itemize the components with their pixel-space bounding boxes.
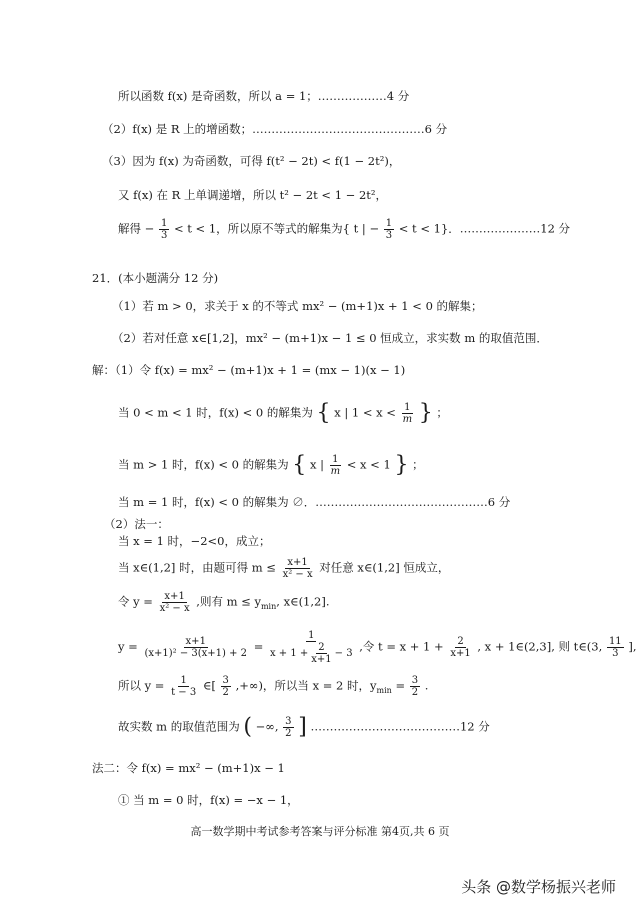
text: , x∈(1,2]. [276,594,330,609]
text: ∈[ [202,678,216,693]
solution-part1-factor [92,362,405,378]
text: 又 f(x) 在 R 上单调递增，所以 t² − 2t < 1 − 2t²， [118,188,388,202]
method-two-heading [92,760,285,776]
fraction-one-over-m [401,402,414,425]
item-number: （2） [102,122,133,136]
text: ① 当 m = 0 时，f(x) = −x − 1， [118,793,299,807]
text: 解得 − [118,221,155,236]
denominator: 2 [285,728,292,739]
text: y = [118,639,138,654]
line-monotone [118,187,387,203]
denominator [268,642,355,665]
text: ], [628,639,637,654]
text: −∞, [255,719,279,734]
denominator: 3 [385,230,393,241]
numerator: 3 [285,716,292,727]
fraction-three-halves [283,716,293,739]
denominator: (x+1)² − 3(x+1) + 2 [144,648,248,659]
numerator: 3 [222,675,229,686]
text: 所以函数 f(x) 是奇函数，所以 a = 1；………………4 分 [118,89,410,103]
text: 故实数 m 的取值范围为 [118,719,240,734]
text: 令 y = [118,594,153,609]
denominator-post: − 3 [334,648,353,659]
text: ,+∞)，所以当 x = 2 时，y [235,678,377,693]
text: < t < 1，所以原不等式的解集为{ t | − [173,221,380,236]
numerator: 2 [318,642,325,653]
watermark: 头条 @数学杨振兴老师 [461,878,616,896]
line-part3-odd [102,153,400,169]
text: 当 m > 1 时，f(x) < 0 的解集为 [118,457,289,472]
case-m-less-than-one [118,402,448,425]
text: , x + 1∈(2,3], 则 t∈(3, [477,639,603,654]
numerator: 1 [332,454,339,465]
m-range-conclusion [118,716,490,739]
text: ； [412,457,424,472]
text: …………………………………12 分 [310,719,490,734]
text: 解：（1）令 f(x) = mx² − (m+1)x + 1 = (mx − 1)(x − 1) [92,363,406,377]
numerator: 1 [160,218,168,229]
text: 当 m = 1 时，f(x) < 0 的解集为 ∅．………………………………………6 分 [118,495,511,509]
fraction-one-over-t3 [169,675,198,698]
subscript-min: min [376,685,392,695]
denominator: t − 3 [171,687,197,698]
brace-left: { [292,452,307,478]
define-y [118,591,330,615]
text: （1）若 m > 0，求关于 x 的不等式 mx² − (m+1)x + 1 < 0 的解集； [112,299,483,313]
numerator: x+1 [185,636,206,647]
text: x | [309,457,324,472]
denominator: 3 [160,230,168,241]
page-footer: 高一数学期中考试参考答案与评分标准 第4页,共 6 页 [190,825,450,838]
fraction-two-over-x1 [448,636,472,659]
numerator: x+1 [164,591,185,602]
numerator: x+1 [287,557,308,568]
denominator: x² − x [159,603,190,614]
numerator: 1 [180,675,187,686]
bracket-left: ( [243,714,252,740]
text: 法二：令 f(x) = mx² − (m+1)x − 1 [92,761,285,775]
fraction-three-halves [221,675,231,698]
text: < x < 1 [346,457,391,472]
fraction-one-over-m [329,454,342,477]
text: = [253,639,264,654]
method-one-heading [104,516,169,532]
text: （2）若对任意 x∈[1,2]，mx² − (m+1)x − 1 ≤ 0 恒成立，求实数 m 的取值范围． [112,331,548,345]
subscript-min: min [260,601,277,611]
denominator: 2 [222,687,229,698]
numerator: 1 [404,402,411,413]
denominator-pre: x + 1 + [269,648,309,659]
denominator: x² − x [282,569,313,580]
text: ,则有 m ≤ y [196,594,261,609]
text: （2）法一： [104,517,169,531]
text: . [424,678,429,693]
text: 所以 y = [118,678,165,693]
text: 当 x∈(1,2] 时，由题可得 m ≤ [118,560,276,575]
denominator: 2 [411,687,419,698]
item-number: （3） [102,154,133,168]
problem-21-part2 [112,330,548,346]
text: < t < 1}．…………………12 分 [398,221,571,236]
problem-21-part1 [112,298,483,314]
numerator: 1 [385,218,393,229]
text: ,令 t = x + 1 + [359,639,444,654]
inner-fraction [309,642,333,665]
text: 当 0 < m < 1 时，f(x) < 0 的解集为 [118,405,313,420]
bracket-right: ] [298,714,307,740]
fraction-three-halves-2 [410,675,420,698]
fraction-eleven-thirds [607,636,624,659]
numerator: 2 [457,636,464,647]
brace-left: { [316,400,331,426]
text: 当 x = 1 时，−2<0，成立； [118,534,271,548]
text: f(x) 是 R 上的增函数；………………………………………6 分 [132,122,448,136]
case-x-in-interval [118,557,449,580]
line-solution-set [118,218,570,241]
case-x-equals-one [118,533,270,549]
denominator: x+1 [450,648,471,659]
fraction-transform-b [268,630,355,665]
denominator: 3 [612,648,619,659]
case-m-greater-than-one [118,454,424,477]
text: 因为 f(x) 为奇函数，可得 f(t² − 2t) < f(1 − 2t²)， [132,154,401,168]
line-odd-function [118,88,409,104]
brace-right: } [394,452,409,478]
line-part2-increasing [102,121,447,137]
fraction-x1-over-x2x [281,557,315,580]
fraction-one-third [159,218,169,241]
text: ； [436,405,448,420]
denominator: x+1 [311,654,332,665]
denominator: m [402,414,413,425]
numerator: 11 [608,636,622,647]
denominator: m [330,466,341,477]
case-m-equals-one [118,494,510,510]
text: 21．(本小题满分 12 分) [92,271,219,285]
numerator: 1 [308,630,315,641]
text: x | 1 < x < [334,405,396,420]
y-range [118,675,428,699]
case-m-equals-zero [118,792,299,808]
problem-21-title [92,270,218,286]
text: 对任意 x∈(1,2] 恒成立， [319,560,450,575]
fraction-x1-over-x2x [158,591,192,614]
text: = [395,678,406,693]
numerator: 3 [411,675,419,686]
brace-right: } [418,400,433,426]
fraction-transform-a [142,636,249,659]
transform-y [118,630,636,665]
fraction-one-third-2 [384,218,394,241]
